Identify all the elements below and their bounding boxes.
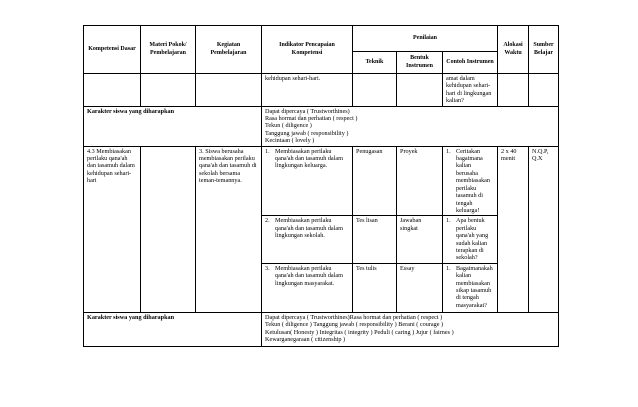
bentuk-cell: Essay [397,263,443,312]
karakter-label: Karakter siswa yang diharapkan [84,106,262,146]
karakter-list [262,106,559,146]
header-indikator: Indikator Pencapaian Kompetensi [262,26,353,74]
syllabus-table [83,25,559,347]
header-teknik: Teknik [353,52,397,74]
karakter-item: Ketulusan( Honesty ) Integritas ( integrity ) Peduli ( caring ) Jujur ( fairnes ) [265,328,454,336]
header-bentuk: Bentuk Instrumen [397,52,443,74]
karakter-item: Tekun ( diligence ) [265,122,312,130]
karakter-item: Rasa hormat dan perhatian ( respect ) [265,115,358,123]
indikator-cell: 1. Membiasakan perilaku qana'ah dan tasamuh dalam lingkungan keluarga. [262,146,353,216]
karakter-list [262,312,559,346]
karakter-item: Dapat dipercaya ( Trustworthines)Rasa hormat dan perhatian ( respect ) [265,313,443,321]
table-row [84,74,559,107]
karakter-item: Kecintaan ( lovely ) [265,137,315,145]
kd-cell: 4.3 Membiasakan perilaku qana'ah dan tasamuh dalam kehidupan sehari-hari [84,146,141,312]
karakter-item: Kewarganegaraan ( citizenship ) [265,335,346,343]
teknik-cell: Penugasan [353,146,397,216]
header-contoh: Contoh Instrumen [443,52,498,74]
karakter-item: Tekun ( diligence ) Tanggung jawab ( responsibility ) Berani ( courage ) [265,321,444,329]
contoh-cell: 1. Apa bentuk perilaku qana'ah yang sudah kalian terapkan di sekolah? [443,216,498,263]
contoh-cell: 1. Bagaimanakah kalian membiasakan sikap tasamuh di tengah masyarakat? [443,263,498,312]
header-kegiatan: Kegiatan Pembelajaran [196,26,262,74]
carry-indikator: kehidupan sehari-hari. [262,74,353,107]
header-materi-pokok: Materi Pokok/ Pembelajaran [141,26,196,74]
kegiatan-cell: 3. Siswa berusaha membiasakan perilaku qana'ah dan tasamuh di sekolah bersama teman-temannya. [196,146,262,312]
alokasi-cell: 2 x 40 menit [498,146,529,312]
bentuk-cell: Jawaban singkat [397,216,443,263]
karakter-label: Karakter siswa yang diharapkan [84,312,262,346]
indikator-cell: 2. Membiasakan perilaku qana'ah dan tasamuh dalam lingkungan sekolah. [262,216,353,263]
header-sumber: Sumber Belajar [529,26,559,74]
teknik-cell: Tes tulis [353,263,397,312]
contoh-cell: 1. Ceritakan bagaimana kalian berusaha membiasakan perilaku tasamuh di tengah keluarga! [443,146,498,216]
bentuk-cell: Proyek [397,146,443,216]
header-kompetensi-dasar: Kompetensi Dasar [84,26,141,74]
karakter-row [84,106,559,146]
header-alokasi: Alokasi Waktu [498,26,529,74]
karakter-item: Tanggung jawab ( responsibility ) [265,129,349,137]
indikator-cell: 3. Membiasakan perilaku qana'ah dan tasamuh dalam lingkungan masyarakat. [262,263,353,312]
header-penilaian: Penilaian [353,26,498,52]
karakter-item: Dapat dipercaya ( Trustworthines) [265,107,350,115]
sumber-cell: N.Q.P, Q.X [529,146,559,312]
table-row [84,146,559,216]
teknik-cell: Tes lisan [353,216,397,263]
carry-contoh: amat dalam kehidupan sehari-hari di lingkungan kalian? [443,74,498,107]
rpp-table-sheet [83,25,558,347]
karakter-row [84,312,559,346]
